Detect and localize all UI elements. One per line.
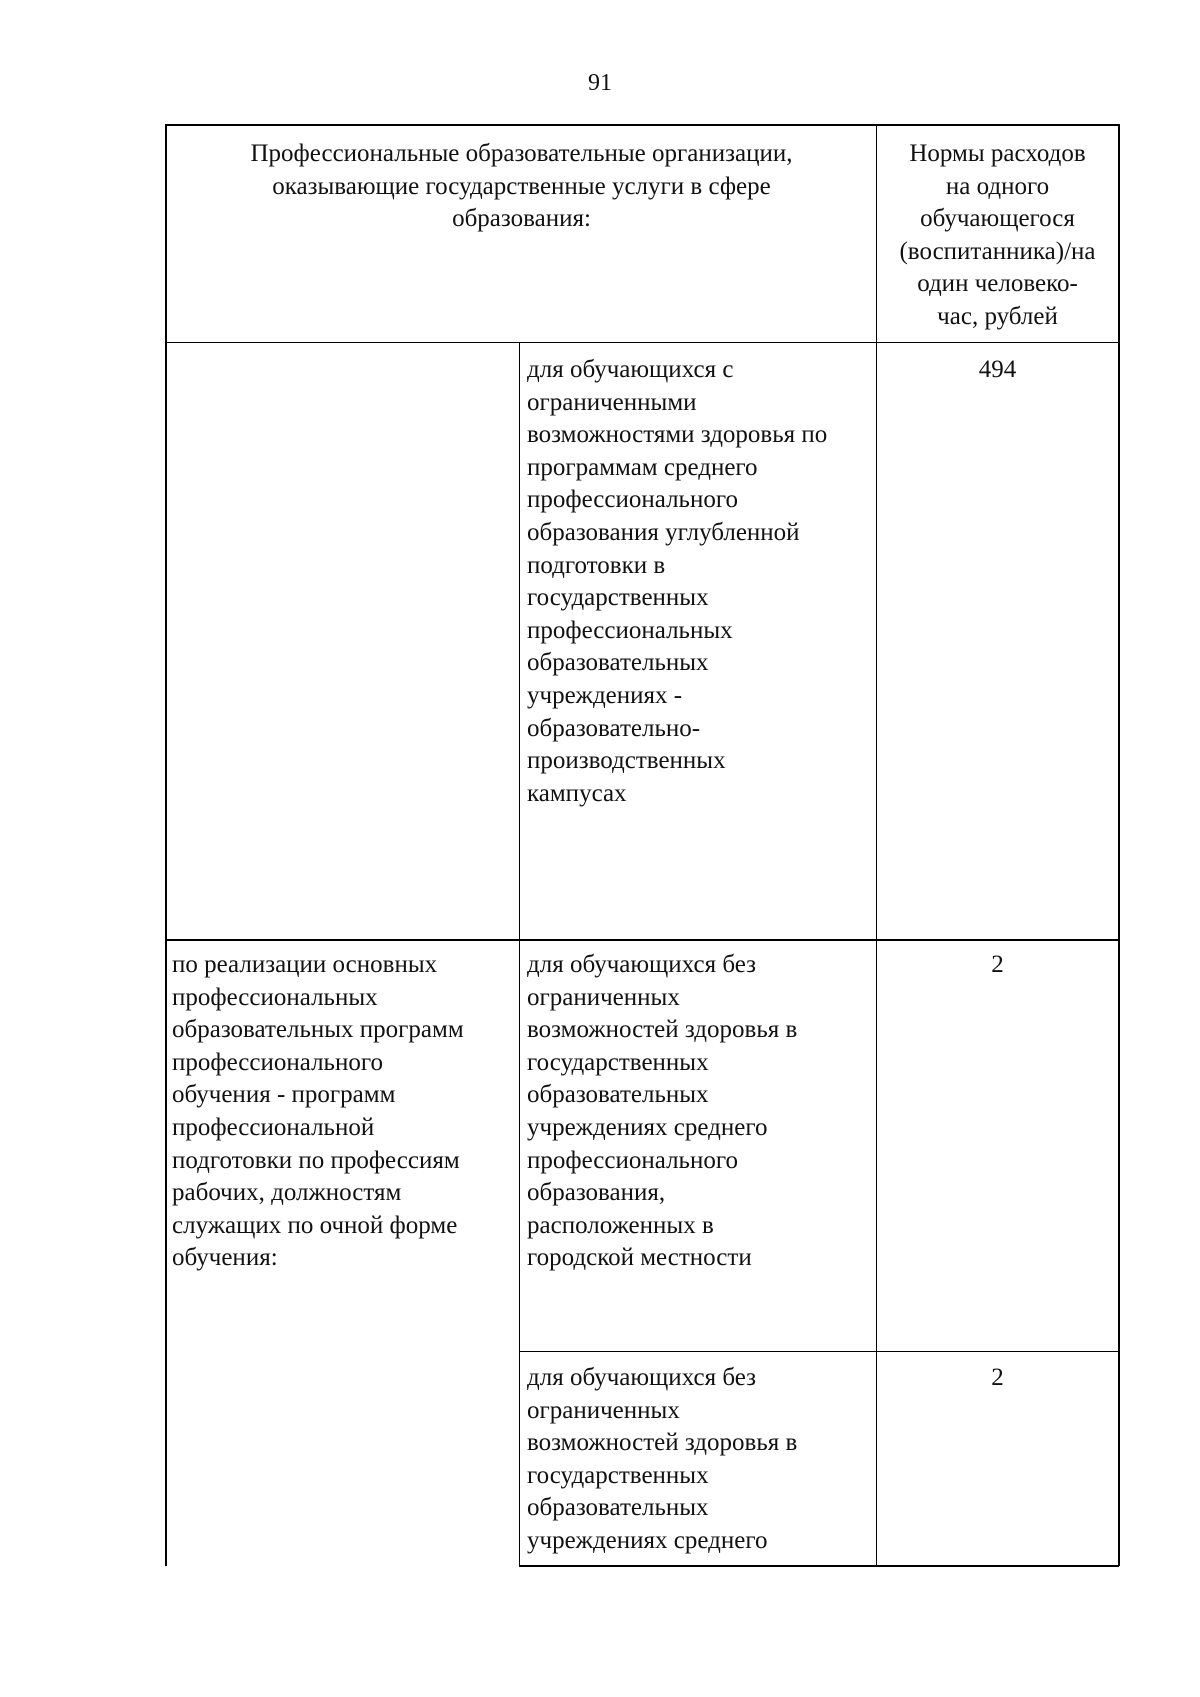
table-border-bottom: [519, 1565, 1119, 1567]
table-column-divider-1: [519, 342, 520, 1566]
table-subrow-divider: [519, 1351, 1119, 1352]
header-norms: Нормы расходов на одного обучающегося (воспитанника)/на один человеко- час, рублей: [899, 140, 1096, 330]
table-row-divider: [165, 939, 1119, 941]
row-1-description: для обучающихся с ограниченными возможностями здоровья по программам среднего профессионального образования углубленной подготовки в государственных профессиональных образовательных учреждениях - образовательно- производственных кампусах: [527, 356, 828, 807]
row-3-description: для обучающихся без ограниченных возможностей здоровья в государственных образовательных учреждениях среднего: [527, 1364, 798, 1554]
table-border-right: [1118, 124, 1120, 1566]
row-3-value: 2: [991, 1364, 1004, 1391]
table-border-top: [165, 124, 1119, 126]
row-2-value: 2: [991, 951, 1004, 978]
header-organizations: Профессиональные образовательные организации, оказывающие государственные услуги в сфере образования:: [250, 140, 793, 233]
page-number: 91: [588, 70, 612, 96]
row-2-category: по реализации основных профессиональных образовательных программ профессионального обучения - программ профессиональной подготовки по профессиям рабочих, должностям служащих по очной форме обучения:: [172, 951, 464, 1272]
row-2-description: для обучающихся без ограниченных возможностей здоровья в государственных образовательных учреждениях среднего профессионального образования, расположенных в городской местности: [527, 951, 798, 1272]
row-1-value: 494: [978, 356, 1017, 383]
table-header-divider: [165, 342, 1119, 343]
table-column-divider-2: [876, 124, 877, 1566]
table-border-left: [165, 124, 167, 1566]
